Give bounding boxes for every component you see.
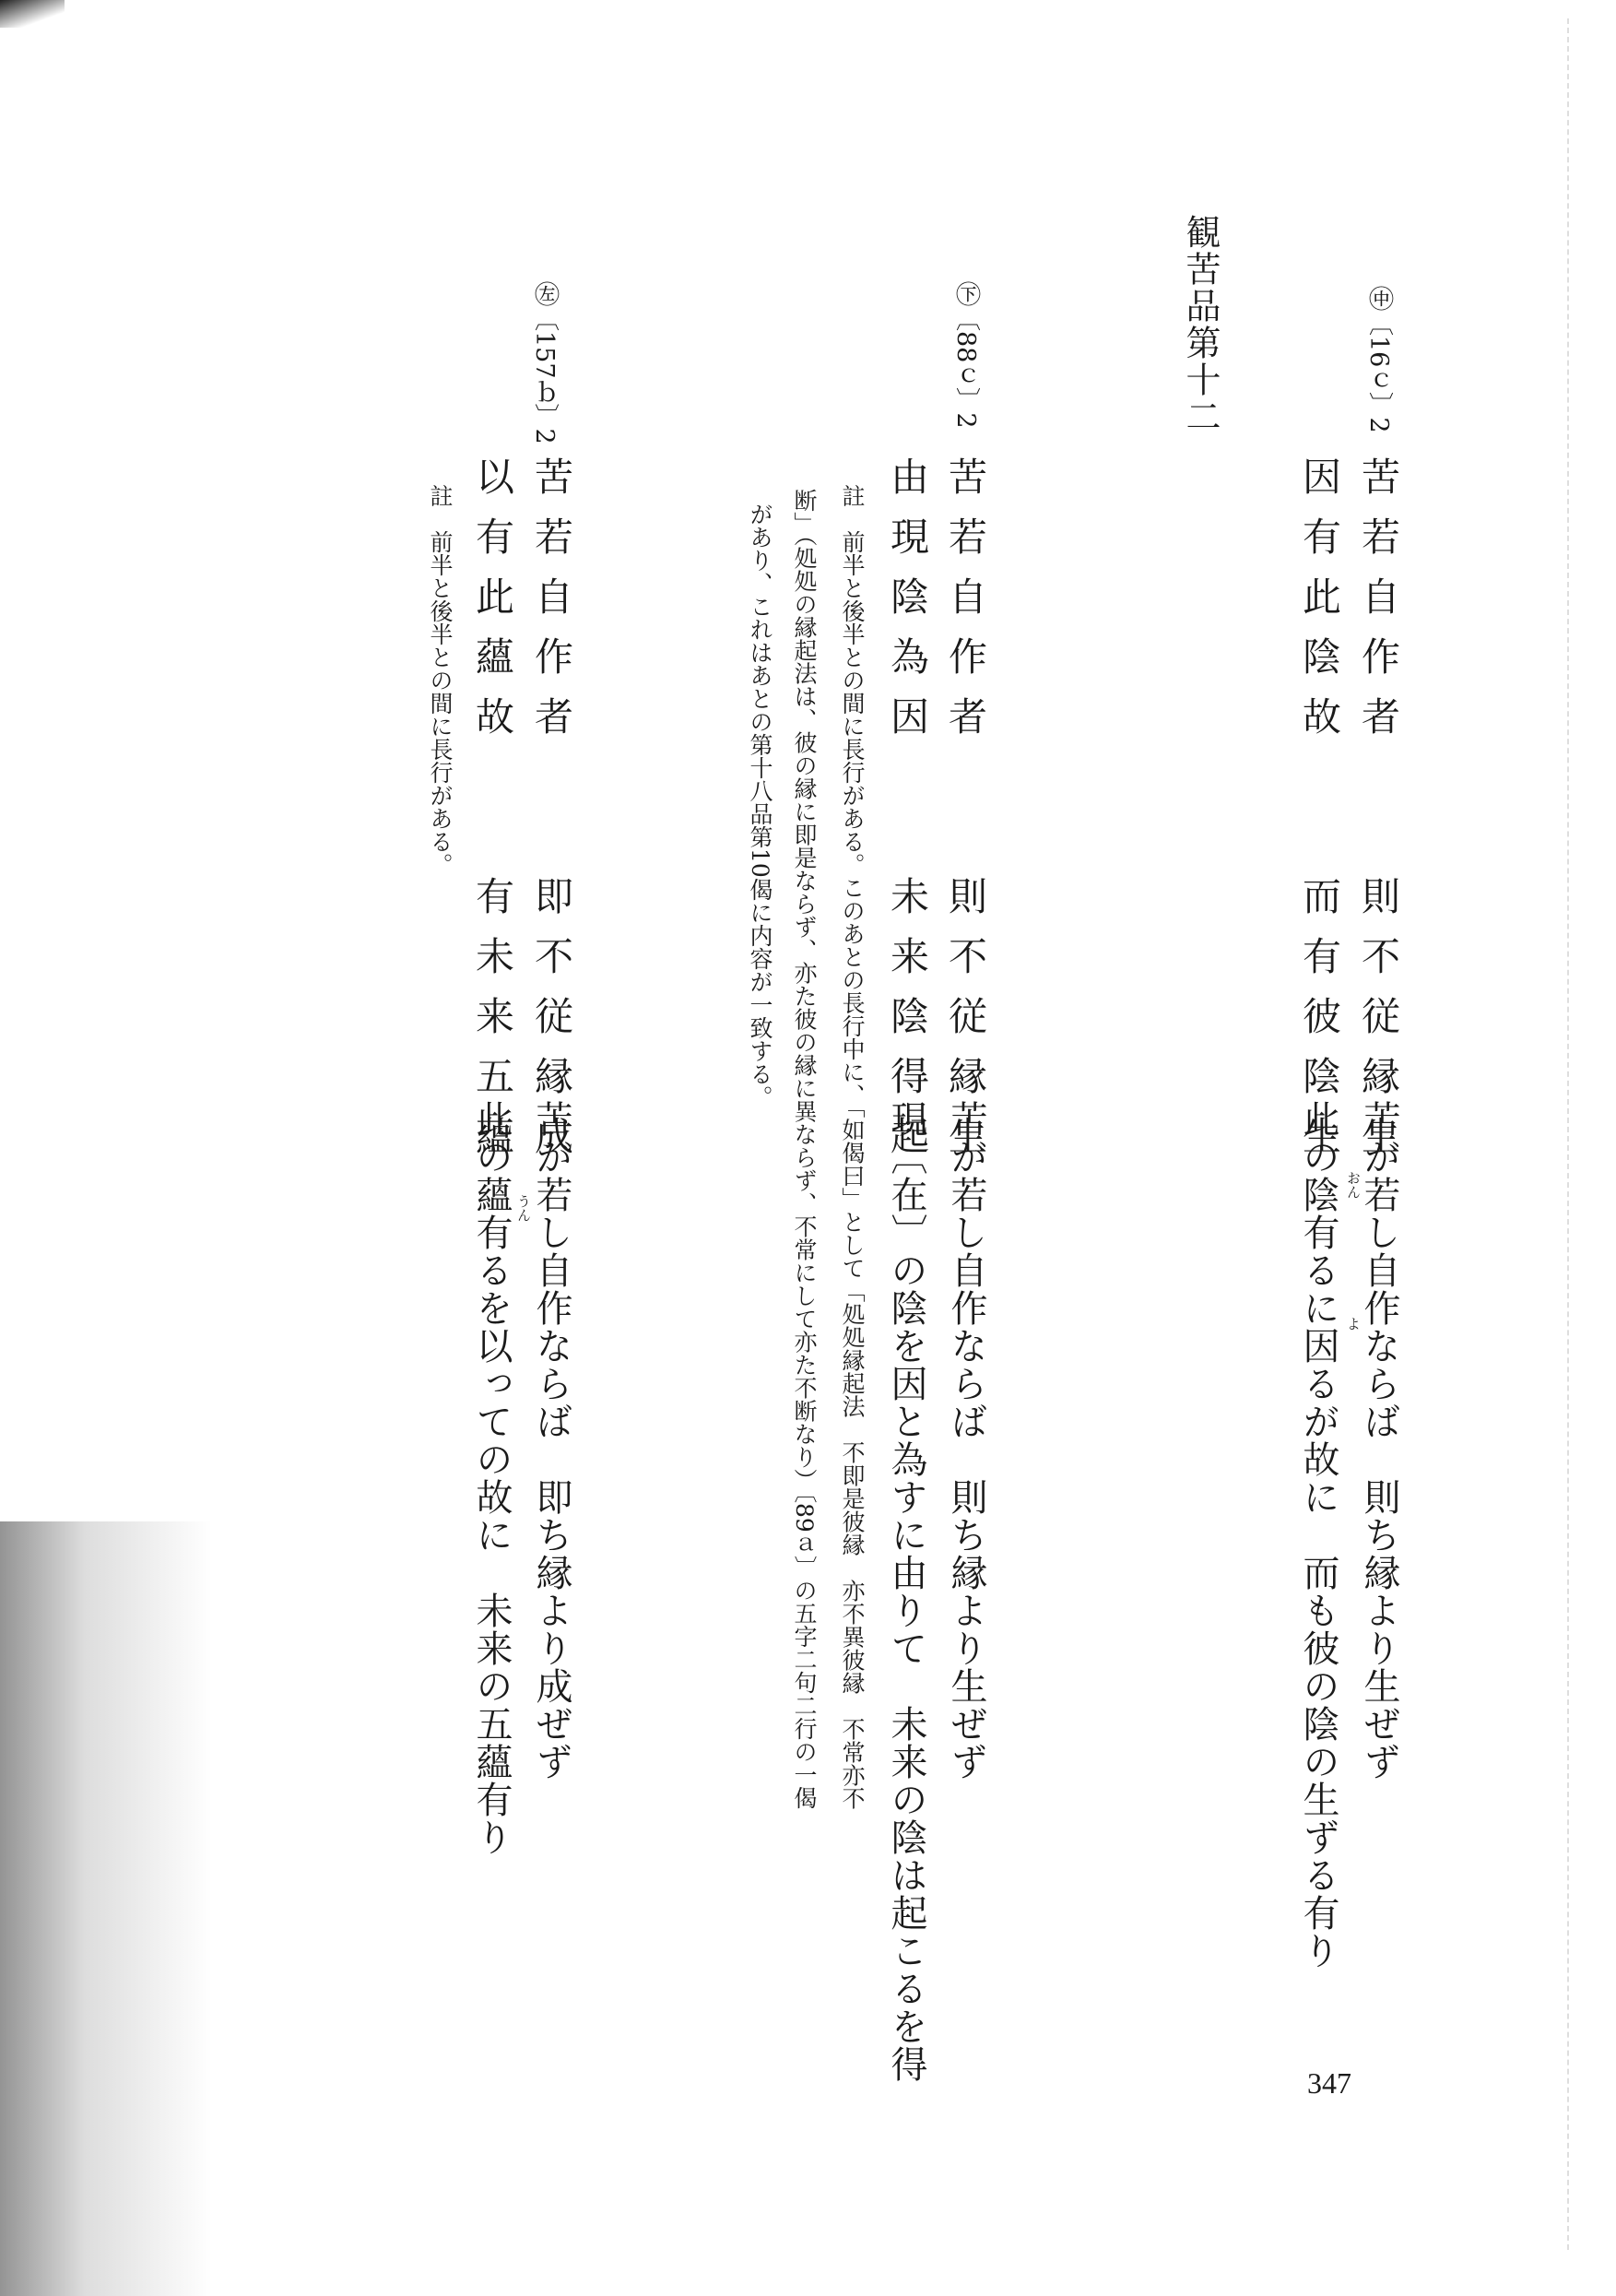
section-3-verse-line-2: 以有此蘊故 有未来五蘊 bbox=[470, 456, 515, 1176]
page-edge-line bbox=[1567, 18, 1571, 2250]
section-2-verse-line-1: 苦若自作者 則不従縁生 bbox=[943, 456, 988, 1176]
section-2-reading-line-2: 現〔在〕の陰を因と為すに由りて 未来の陰は起こるを得 bbox=[885, 1100, 927, 2083]
section-2-verse-line-2: 由現陰為因 未来陰得起 bbox=[885, 456, 930, 1176]
page-number: 347 bbox=[1307, 2066, 1351, 2100]
section-3-reading-line-1: 苦が若し自作ならば 即ち縁より成ぜず bbox=[530, 1100, 572, 1781]
section-2-note-line-2: 断」（処処の縁起法は、彼の縁に即是ならず、亦た彼の縁に異ならず、不常にして亦た不断なり）〔89ａ〕の五字二句二行の一偈 bbox=[791, 489, 818, 1809]
section-3-reference: ㊧〔157ｂ〕2 bbox=[530, 281, 559, 444]
scan-artifact-corner bbox=[0, 0, 65, 28]
section-2-reading-line-1: 苦が若し自作ならば 則ち縁より生ぜず bbox=[945, 1100, 987, 1781]
section-1-reference: ㊥〔16ｃ〕2 bbox=[1364, 286, 1393, 433]
section-3-reading-line-2: 此の蘊有るを以っての故に 未来の五蘊有り bbox=[470, 1100, 513, 1856]
section-1-verse-line-2: 因有此陰故 而有彼陰生 bbox=[1297, 456, 1342, 1176]
scan-artifact-left-edge bbox=[0, 1521, 212, 2296]
section-1-ruby-yo: よ bbox=[1345, 1317, 1362, 1331]
section-2-note-line-1: 註 前半と後半との間に長行がある。このあとの長行中に、「如偈曰」として「処処縁起法 不即是彼縁 亦不異彼縁 不常亦不 bbox=[839, 484, 866, 1810]
section-3-note-line-1: 註 前半と後半との間に長行がある。 bbox=[427, 484, 454, 876]
section-3-verse-line-1: 苦若自作者 即不従縁成 bbox=[529, 456, 574, 1176]
section-1-reading-line-1: 苦が若し自作ならば 則ち縁より生ぜず bbox=[1358, 1100, 1400, 1781]
section-1-ruby-on: おん bbox=[1345, 1171, 1362, 1199]
section-2-reference: ㊦〔88ｃ〕2 bbox=[951, 281, 980, 429]
page-header-title: 観苦品第十二 bbox=[1180, 214, 1221, 435]
section-1-verse-line-1: 苦若自作者 則不従縁生 bbox=[1356, 456, 1401, 1176]
section-2-note-line-3: があり、これはあとの第十八品第10偈に内容が一致する。 bbox=[747, 503, 773, 1108]
section-1-reading-line-2: 此の陰有るに因るが故に 而も彼の陰の生ずる有り bbox=[1297, 1100, 1339, 1970]
section-3-ruby-un: うん bbox=[515, 1194, 532, 1222]
